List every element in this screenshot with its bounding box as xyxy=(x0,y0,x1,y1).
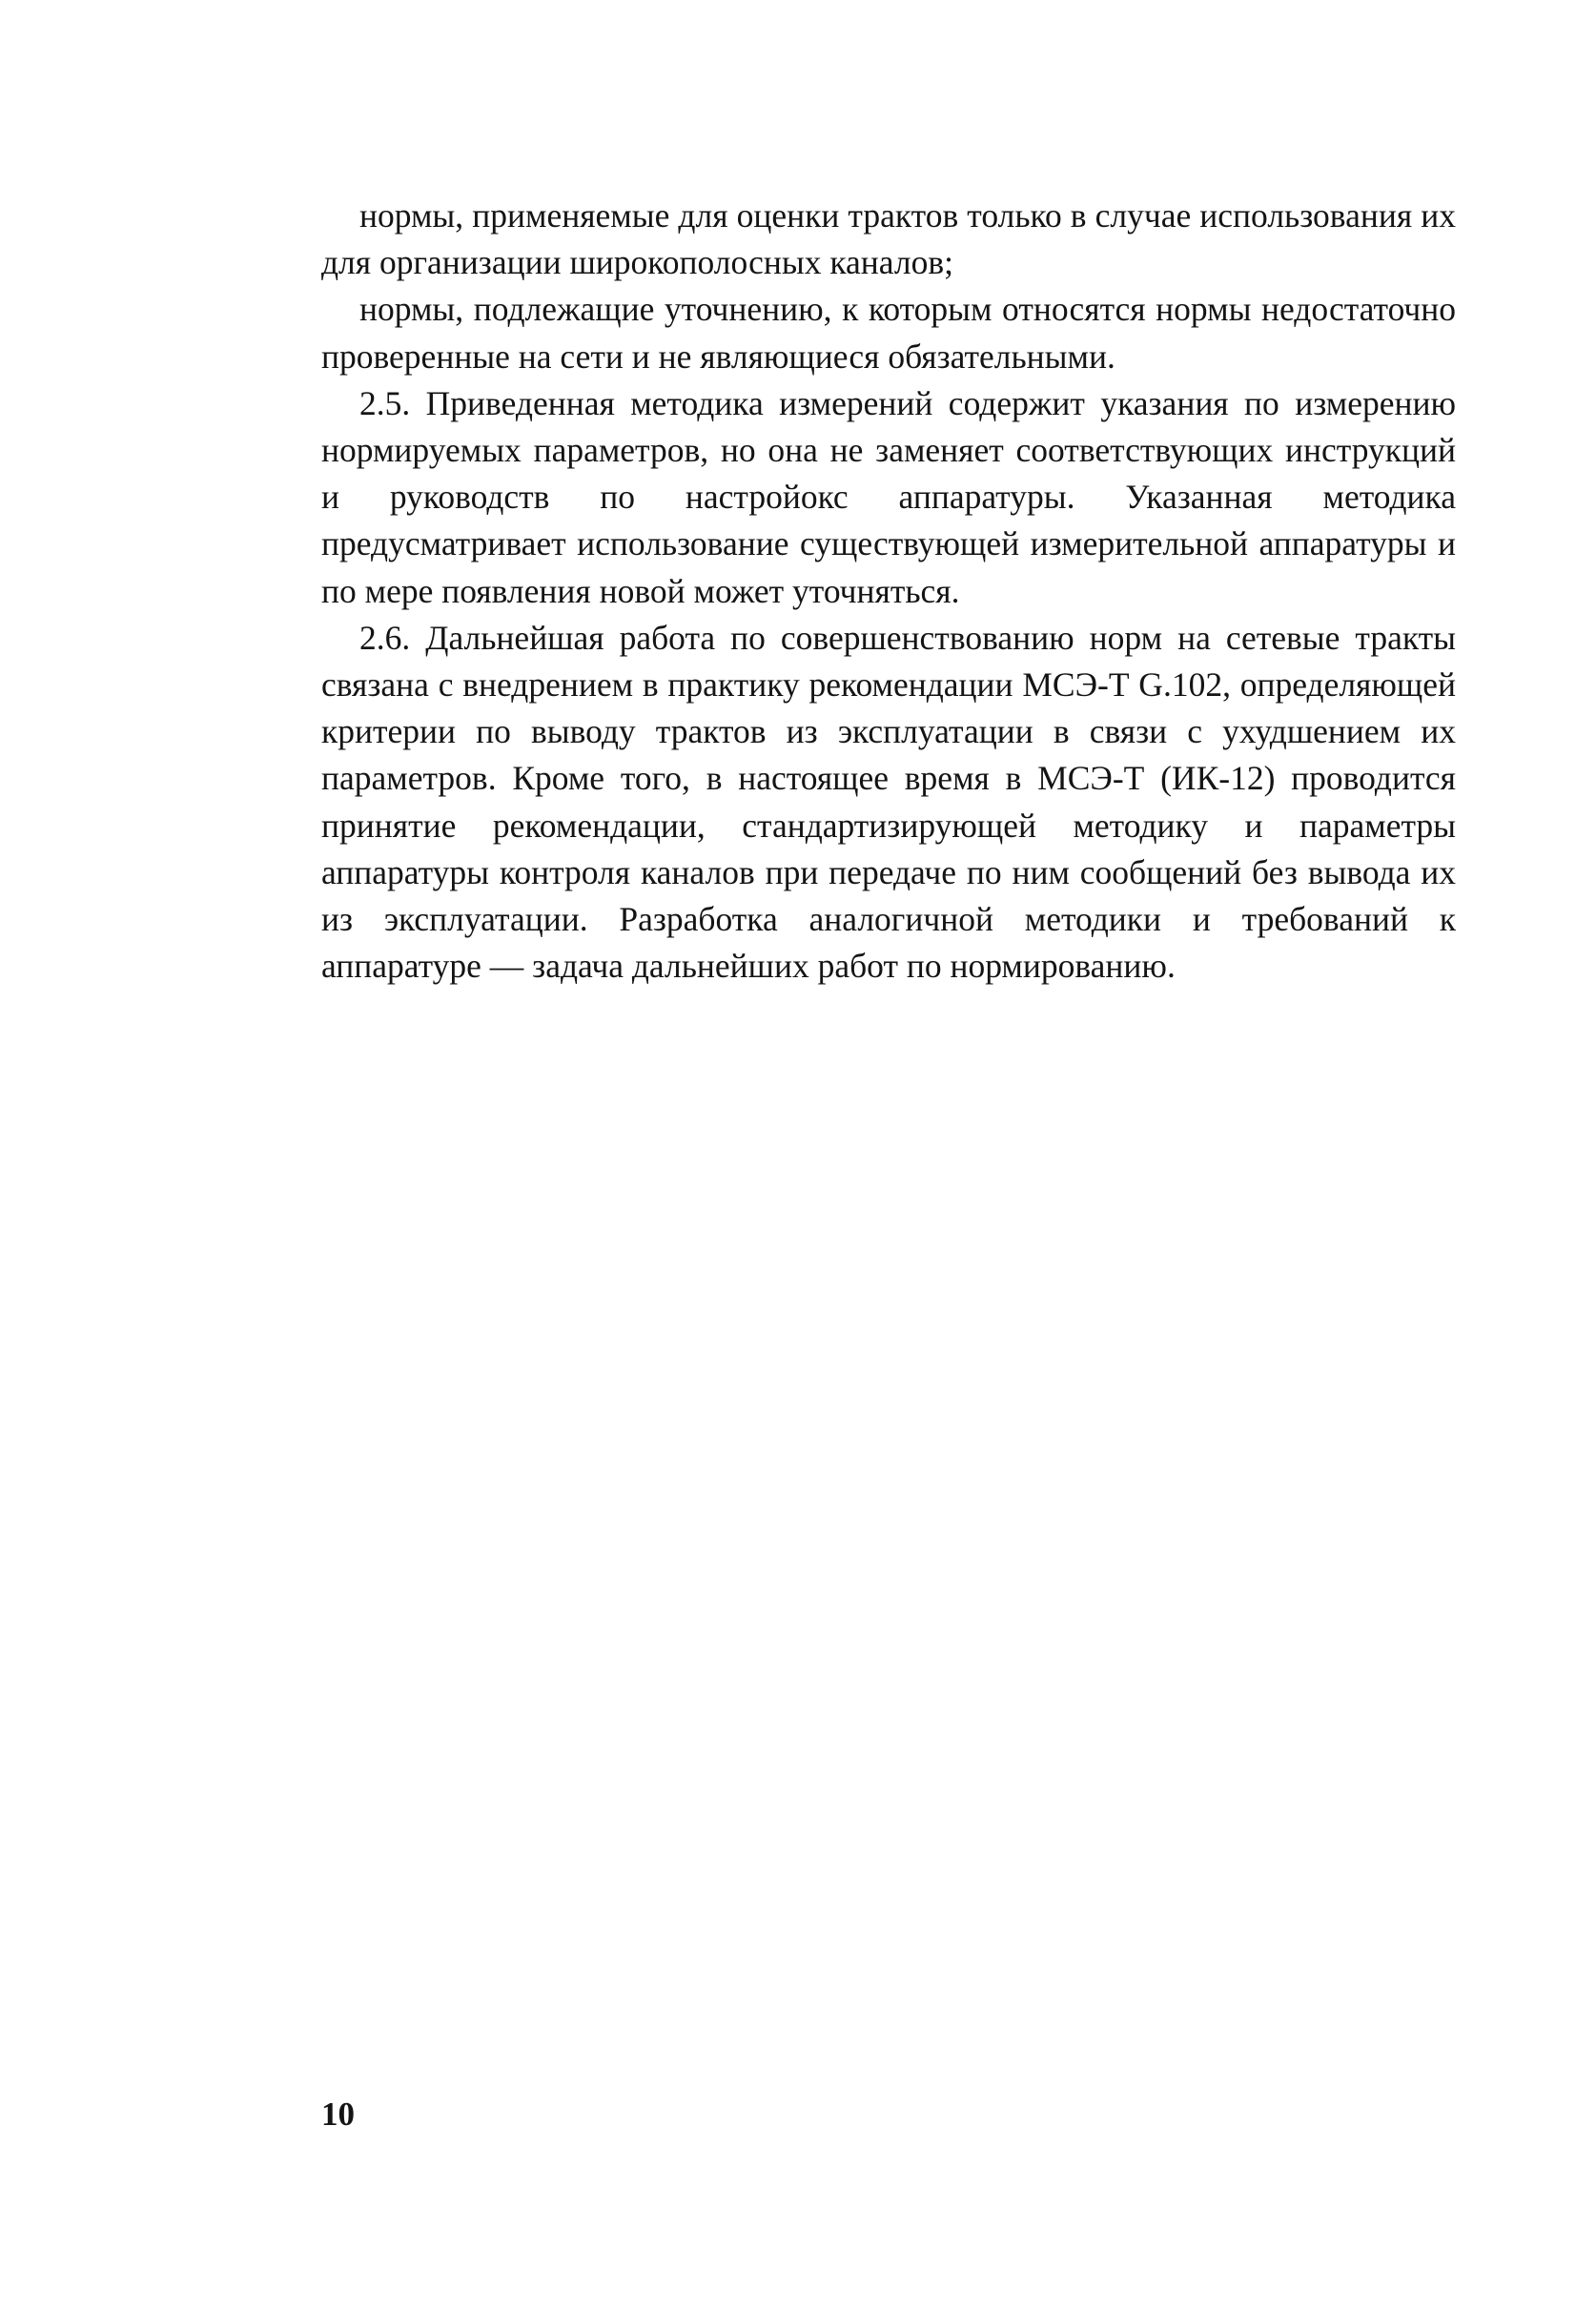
paragraph-section-2-6: 2.6. Дальнейшая работа по совершенствованию норм на сетевые тракты связана с внедрением в практику рекомендации МСЭ-Т G.102, определяющей критерии по выводу трактов из эксплуатации в связи с ухудшением их параметров. Кроме того, в настоящее время в МСЭ-Т (ИК-12) проводится принятие рекомендации, стандартизирующей методику и параметры аппаратуры контроля каналов при передаче по ним сообщений без вывода их из эксплуатации. Разработка аналогичной методики и требований к аппаратуре — задача дальнейших работ по нормированию. xyxy=(321,618,1456,986)
paragraph-norms-clarification: нормы, подлежащие уточнению, к которым относятся нормы недостаточно проверенные на сети и не являющиеся обязательными. xyxy=(321,290,1456,376)
paragraph-norms-broadband: нормы, применяемые для оценки трактов только в случае использования их для организации широкополосных каналов; xyxy=(321,196,1456,282)
page-number: 10 xyxy=(321,2095,355,2133)
body-text xyxy=(321,193,1456,990)
paragraph-section-2-5: 2.5. Приведенная методика измерений содержит указания по измерению нормируемых параметров, но она не заменяет соответствующих инструкций и руководств по настройокс аппаратуры. Указанная методика предусматривает использование существующей измерительной аппаратуры и по мере появления новой может уточняться. xyxy=(321,383,1456,610)
